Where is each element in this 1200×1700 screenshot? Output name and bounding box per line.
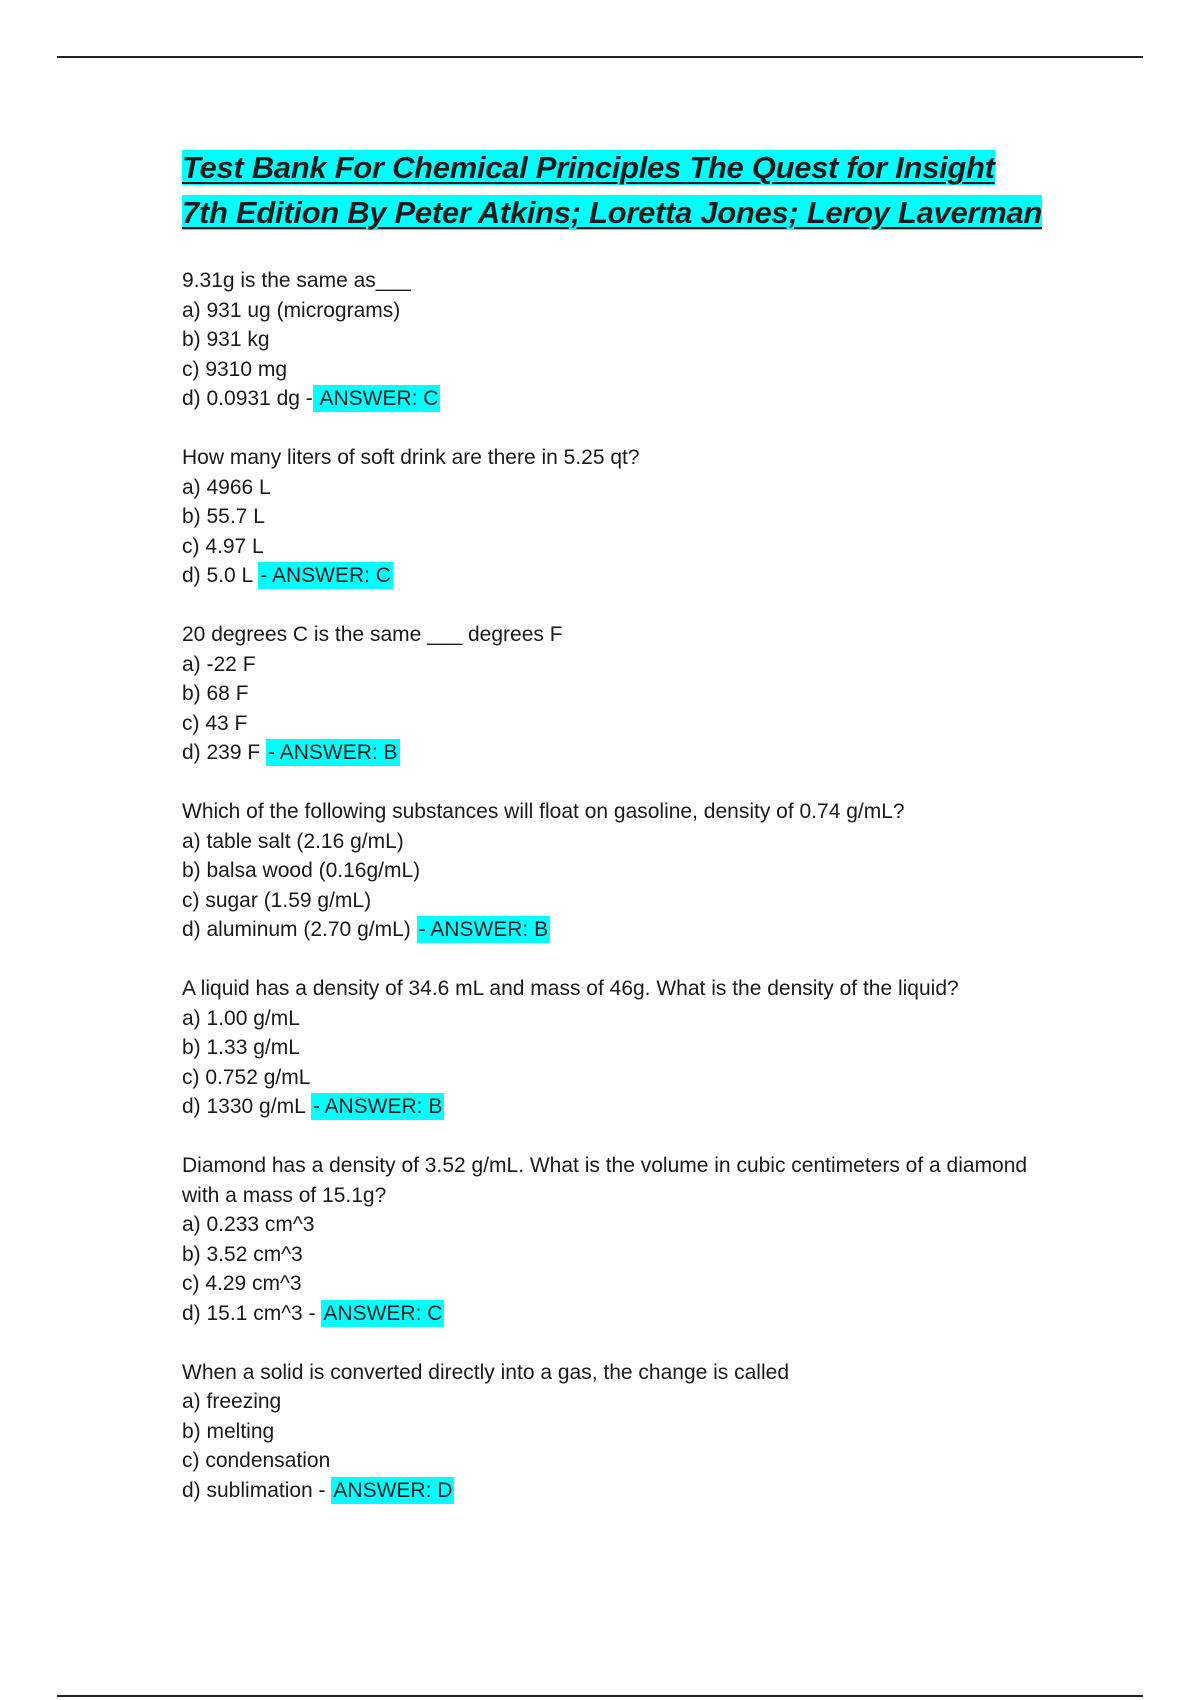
option-text: b) 1.33 g/mL <box>182 1036 300 1059</box>
answer-option <box>182 296 1042 326</box>
option-text: c) 4.97 L <box>182 534 264 558</box>
answer-key-highlight: ANSWER: C <box>323 1301 443 1325</box>
option-text: a) 931 ug (micrograms) <box>182 298 401 322</box>
answer-option <box>182 1240 1042 1270</box>
option-text: b) 931 kg <box>182 328 270 351</box>
question-block <box>182 974 1042 1122</box>
question-stem: How many liters of soft drink are there in 5.25 qt? <box>182 446 640 469</box>
document-title-text: Test Bank For Chemical Principles The Quest for Insight 7th Edition By Peter Atkins; Loretta Jones; Leroy Laverman <box>182 150 1042 230</box>
option-text: c) 43 F <box>182 711 248 735</box>
answer-option <box>182 827 1042 857</box>
option-text: d) 1330 g/mL <box>182 1095 311 1118</box>
option-text: d) 239 F <box>182 741 267 764</box>
answer-option <box>182 1299 1042 1329</box>
answer-option <box>182 1210 1042 1240</box>
question-stem: When a solid is converted directly into a gas, the change is called <box>182 1360 790 1384</box>
option-text: a) 1.00 g/mL <box>182 1006 300 1030</box>
answer-option <box>182 915 1042 945</box>
answer-option <box>182 650 1042 680</box>
question-stem: A liquid has a density of 34.6 mL and mass of 46g. What is the density of the liquid? <box>182 977 959 1000</box>
footer-rule <box>57 1695 1143 1697</box>
option-text: d) 5.0 L <box>182 564 259 587</box>
document-body <box>182 146 1042 1535</box>
answer-option <box>182 355 1042 385</box>
question-block <box>182 620 1042 768</box>
option-text: a) 4966 L <box>182 475 271 499</box>
answer-option <box>182 679 1042 709</box>
option-text: d) aluminum (2.70 g/mL) <box>182 918 417 941</box>
answer-option <box>182 1387 1042 1417</box>
answer-option <box>182 738 1042 768</box>
option-text: b) melting <box>182 1419 275 1443</box>
answer-key-highlight: - ANSWER: B <box>312 1095 443 1118</box>
answer-option <box>182 325 1042 355</box>
answer-option <box>182 1004 1042 1034</box>
question-block <box>182 1151 1042 1328</box>
answer-option <box>182 1092 1042 1122</box>
answer-option <box>182 532 1042 562</box>
answer-option <box>182 1063 1042 1093</box>
answer-option <box>182 1269 1042 1299</box>
answer-key-highlight: - ANSWER: B <box>268 741 398 764</box>
question-stem: 20 degrees C is the same ___ degrees F <box>182 623 563 646</box>
answer-option <box>182 502 1042 532</box>
answer-option <box>182 856 1042 886</box>
option-text: b) balsa wood (0.16g/mL) <box>182 859 421 882</box>
answer-option <box>182 384 1042 414</box>
option-text: d) sublimation - <box>182 1478 332 1502</box>
answer-option <box>182 886 1042 916</box>
answer-option <box>182 473 1042 503</box>
option-text: d) 15.1 cm^3 - <box>182 1301 322 1325</box>
answer-option <box>182 1033 1042 1063</box>
answer-option <box>182 1476 1042 1506</box>
question-stem: 9.31g is the same as___ <box>182 269 411 292</box>
option-text: c) condensation <box>182 1449 331 1472</box>
option-text: a) -22 F <box>182 652 256 676</box>
question-stem: Diamond has a density of 3.52 g/mL. What is the volume in cubic centimeters of a diamond with a mass of 15.1g? <box>182 1154 1028 1207</box>
option-text: c) 9310 mg <box>182 357 288 381</box>
option-text: c) 0.752 g/mL <box>182 1065 311 1089</box>
option-text: d) 0.0931 dg - <box>182 387 313 410</box>
answer-key-highlight: - ANSWER: B <box>418 918 549 941</box>
option-text: c) 4.29 cm^3 <box>182 1272 302 1295</box>
answer-key-highlight: - ANSWER: C <box>260 564 391 587</box>
option-text: b) 3.52 cm^3 <box>182 1242 303 1266</box>
answer-option <box>182 709 1042 739</box>
answer-option <box>182 561 1042 591</box>
question-block <box>182 443 1042 591</box>
document-title <box>182 146 1042 235</box>
answer-key-highlight: ANSWER: D <box>333 1478 453 1502</box>
option-text: a) freezing <box>182 1390 282 1413</box>
option-text: a) 0.233 cm^3 <box>182 1213 315 1236</box>
answer-key-highlight: ANSWER: C <box>314 387 439 410</box>
answer-option <box>182 1417 1042 1447</box>
question-block <box>182 797 1042 945</box>
question-list <box>182 266 1042 1505</box>
option-text: a) table salt (2.16 g/mL) <box>182 829 404 853</box>
option-text: c) sugar (1.59 g/mL) <box>182 888 372 912</box>
answer-option <box>182 1446 1042 1476</box>
question-block <box>182 266 1042 414</box>
option-text: b) 68 F <box>182 682 249 705</box>
option-text: b) 55.7 L <box>182 505 265 528</box>
question-stem: Which of the following substances will float on gasoline, density of 0.74 g/mL? <box>182 800 905 823</box>
header-rule <box>57 56 1143 58</box>
question-block <box>182 1358 1042 1506</box>
